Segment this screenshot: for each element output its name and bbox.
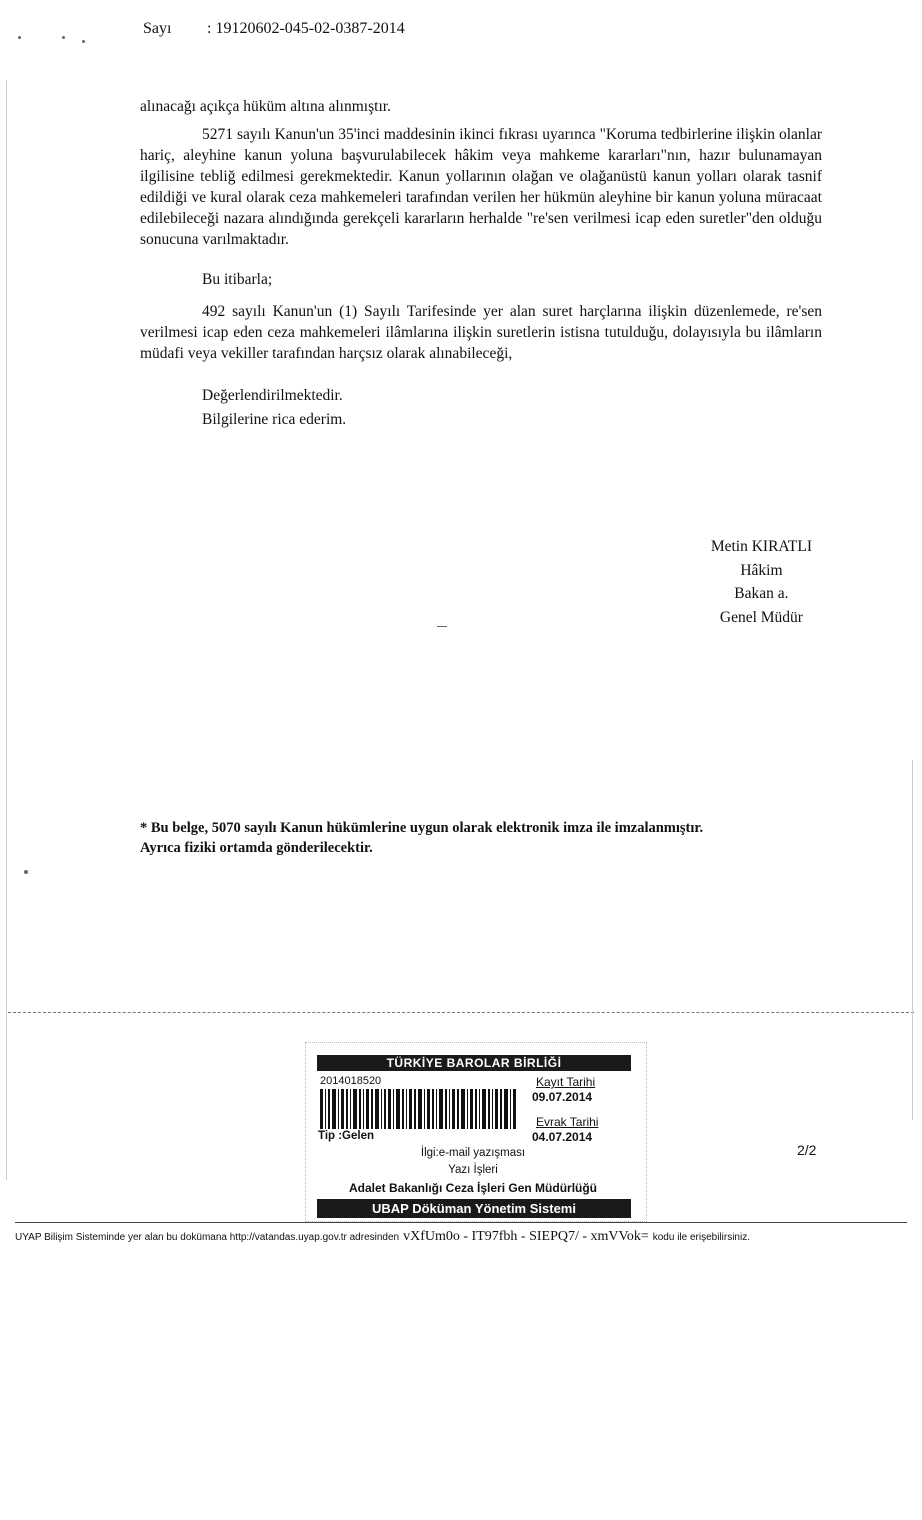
bu-itibarla: Bu itibarla;: [202, 271, 273, 288]
kayit-tarihi-value: 09.07.2014: [532, 1090, 593, 1104]
ilgi-line: İlgi:e-mail yazışması: [420, 1147, 526, 1159]
paragraph-2: 492 sayılı Kanun'un (1) Sayılı Tarifesinde yer alan suret harçlarına ilişkin düzenlemede, re'sen verilmesi icap eden ceza mahkemeleri ilâmlarına ilişkin suretlerin istisna tutulduğu, dolayısıyla bu ilâmların müdafi veya vekiller tarafından harçsız olarak alınabileceği,: [140, 303, 822, 362]
separator-line: [8, 1012, 914, 1013]
signature-block: [711, 535, 812, 629]
barcode-number: 2014018520: [320, 1075, 382, 1087]
signer-name: Metin KIRATLI: [710, 538, 812, 555]
scan-speck: [24, 870, 28, 874]
sayi-label: Sayı: [143, 20, 172, 37]
document-number: [143, 20, 405, 38]
note-line-1: * Bu belge, 5070 sayılı Kanun hükümlerine uygun olarak elektronik imza ile imzalanmıştır.: [140, 820, 704, 836]
footer-access-code: vXfUm0o - IT97fbh - SIEPQ7/ - xmVVok=: [403, 1229, 649, 1244]
kayit-tarihi-label: Kayıt Tarihi: [536, 1075, 596, 1089]
scan-speck: [437, 626, 447, 627]
stamp-header: TÜRKİYE BAROLAR BİRLİĞİ: [317, 1055, 631, 1071]
sayi-value: : 19120602-045-02-0387-2014: [207, 20, 405, 37]
signer-title-mudur: Genel Müdür: [719, 608, 803, 626]
evrak-tarihi-label: Evrak Tarihi: [536, 1115, 599, 1129]
body-line-1: alınacağı açıkça hüküm altına alınmıştır.: [140, 98, 391, 115]
page-number: 2/2: [797, 1142, 817, 1158]
scan-edge-right: [912, 760, 913, 1120]
uyap-footer: [15, 1227, 750, 1245]
signer-title-hakim: Hâkim: [740, 561, 783, 579]
scan-speck: [82, 40, 85, 43]
e-signature-note: [140, 818, 840, 858]
rica-ederim: Bilgilerine rica ederim.: [202, 411, 347, 428]
paragraph-1: 5271 sayılı Kanun'un 35'inci maddesinin ikinci fıkrası uyarınca "Koruma tedbirlerine ilişkin olanlar hariç, aleyhine kanun yoluna başvurulabilecek hâkim veya mahkeme kararları"nın, hazır bulunamayan ilgilisine tebliğ edilmesi gerekmektedir. Kanun yollarının olağan ve olağanüstü kanun yolları olarak tasnif edildiği ve kural olarak ceza mahkemeleri tarafından verilen her hükmün aleyhine bir kanun yoluna müracaat edilebileceği nazara alındığında gerekçeli kararların herhalde "re'sen verilmesi icap eden suretler"den olduğu sonucuna varılmaktadır.: [140, 126, 822, 248]
degerlendirilmektedir: Değerlendirilmektedir.: [202, 387, 343, 404]
footer-rule: [15, 1222, 907, 1223]
tip-gelen: Tip :Gelen: [318, 1130, 375, 1142]
scan-edge-left: [6, 80, 7, 1180]
scan-speck: [62, 36, 65, 39]
note-line-2: Ayrıca fiziki ortamda gönderilecektir.: [140, 840, 373, 856]
yazi-isleri: Yazı İşleri: [448, 1164, 498, 1176]
footer-suffix: kodu ile erişebilirsiniz.: [652, 1232, 750, 1243]
barcode-graphic: [320, 1089, 516, 1129]
evrak-tarihi-value: 04.07.2014: [532, 1130, 593, 1144]
signer-title-bakan: Bakan a.: [734, 585, 789, 602]
footer-prefix: UYAP Bilişim Sisteminde yer alan bu dokümana http://vatandas.uyap.gov.tr adresinden: [15, 1232, 400, 1243]
department-name: Adalet Bakanlığı Ceza İşleri Gen Müdürlüğü: [348, 1181, 598, 1195]
stamp-footer: UBAP Döküman Yönetim Sistemi: [317, 1199, 631, 1218]
scan-speck: [18, 36, 21, 39]
